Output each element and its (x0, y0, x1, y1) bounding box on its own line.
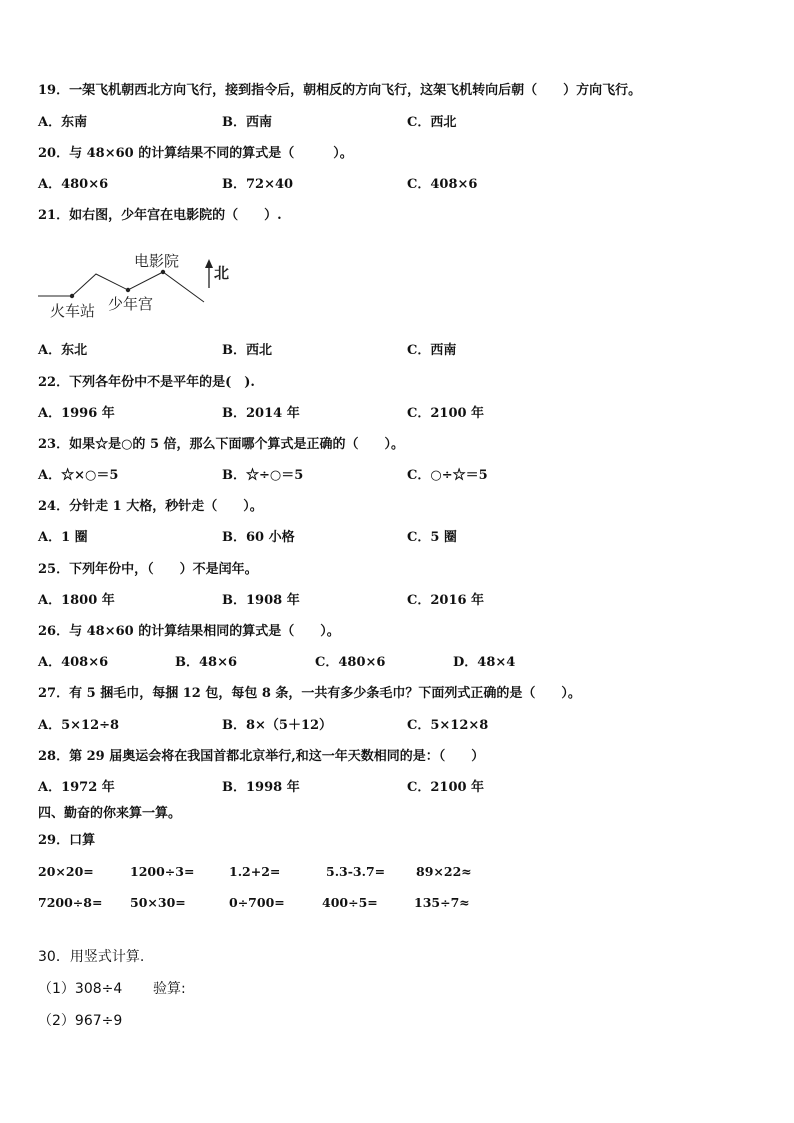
mental-calc-item: 135÷7≈ (414, 895, 470, 910)
question-20-option-a: A．480×6 (38, 177, 109, 192)
question-23-option-c: C．○÷☆＝5 (407, 468, 488, 483)
mental-calc-item: 5.3-3.7= (326, 864, 386, 879)
question-21-option-c: C．西南 (407, 343, 457, 358)
mental-calc-item: 400÷5= (322, 895, 378, 910)
question-26-option-a: A．408×6 (38, 655, 109, 670)
question-19-option-c: C．西北 (407, 115, 457, 130)
question-26-option-b: B．48×6 (175, 655, 238, 670)
question-30-item-2: （2）967÷9 (38, 1013, 123, 1029)
mental-calc-item: 1200÷3= (130, 864, 195, 879)
direction-map-figure (36, 244, 246, 324)
palace-label: 少年宫 (108, 295, 154, 313)
question-28-option-a: A．1972 年 (38, 780, 115, 795)
question-28-stem: 28．第 29 届奥运会将在我国首都北京举行,和这一年天数相同的是：（ ） (38, 749, 485, 764)
question-29-title: 29．口算 (38, 833, 96, 848)
mental-calc-item: 1.2+2= (229, 864, 281, 879)
question-21-option-a: A．东北 (38, 343, 88, 358)
station-label: 火车站 (50, 302, 96, 320)
question-27-option-c: C．5×12×8 (407, 718, 489, 733)
question-30-item-1: （1）308÷4 (38, 981, 123, 997)
question-25-option-a: A．1800 年 (38, 593, 115, 608)
question-26-option-c: C．480×6 (315, 655, 386, 670)
question-25-option-c: C．2016 年 (407, 593, 485, 608)
question-30-check-label: 验算: (153, 981, 186, 997)
question-22-option-c: C．2100 年 (407, 406, 485, 421)
question-22-stem: 22．下列各年份中不是平年的是( ). (38, 375, 255, 390)
question-24-option-c: C．5 圈 (407, 530, 457, 545)
question-28-option-c: C．2100 年 (407, 780, 485, 795)
cinema-dot (161, 270, 165, 274)
mental-calc-item: 0÷700= (229, 895, 285, 910)
question-27-option-b: B．8×（5＋12） (222, 718, 333, 733)
question-30-title: 30．用竖式计算. (38, 949, 145, 965)
question-24-stem: 24．分针走 1 大格，秒针走（ ）。 (38, 499, 263, 514)
question-21-option-b: B．西北 (222, 343, 272, 358)
question-20-option-c: C．408×6 (407, 177, 478, 192)
question-26-stem: 26．与 48×60 的计算结果相同的算式是（ ）。 (38, 624, 340, 639)
question-19-option-b: B．西南 (222, 115, 272, 130)
question-23-option-a: A．☆×○＝5 (38, 468, 119, 483)
question-23-stem: 23．如果☆是○的 5 倍，那么下面哪个算式是正确的（ ）。 (38, 437, 405, 452)
mental-calc-item: 7200÷8= (38, 895, 103, 910)
mental-calc-item: 89×22≈ (416, 864, 472, 879)
question-20-stem: 20．与 48×60 的计算结果不同的算式是（ ）。 (38, 146, 353, 161)
question-21-stem: 21．如右图，少年宫在电影院的（ ）. (38, 208, 282, 223)
north-label: 北 (214, 264, 230, 282)
question-26-option-d: D．48×4 (453, 655, 516, 670)
question-27-stem: 27．有 5 捆毛巾，每捆 12 包，每包 8 条，一共有多少条毛巾？下面列式正确的是（ ）。 (38, 686, 581, 701)
question-22-option-b: B．2014 年 (222, 406, 300, 421)
question-27-option-a: A．5×12÷8 (38, 718, 120, 733)
cinema-label: 电影院 (134, 252, 180, 270)
palace-dot (126, 288, 130, 292)
station-dot (70, 294, 74, 298)
question-20-option-b: B．72×40 (222, 177, 294, 192)
north-arrowhead (205, 259, 213, 268)
question-19-stem: 19．一架飞机朝西北方向飞行，接到指令后，朝相反的方向飞行，这架飞机转向后朝（ ）方向飞行。 (38, 83, 642, 98)
question-24-option-a: A．1 圈 (38, 530, 88, 545)
question-28-option-b: B．1998 年 (222, 780, 300, 795)
question-24-option-b: B．60 小格 (222, 530, 295, 545)
section-4-heading: 四、勤奋的你来算一算。 (38, 806, 182, 821)
question-19-option-a: A．东南 (38, 115, 88, 130)
mental-calc-item: 50×30= (130, 895, 186, 910)
question-25-stem: 25．下列年份中，（ ）不是闰年。 (38, 562, 258, 577)
question-23-option-b: B．☆÷○＝5 (222, 468, 304, 483)
question-22-option-a: A．1996 年 (38, 406, 115, 421)
question-25-option-b: B．1908 年 (222, 593, 300, 608)
mental-calc-item: 20×20= (38, 864, 94, 879)
